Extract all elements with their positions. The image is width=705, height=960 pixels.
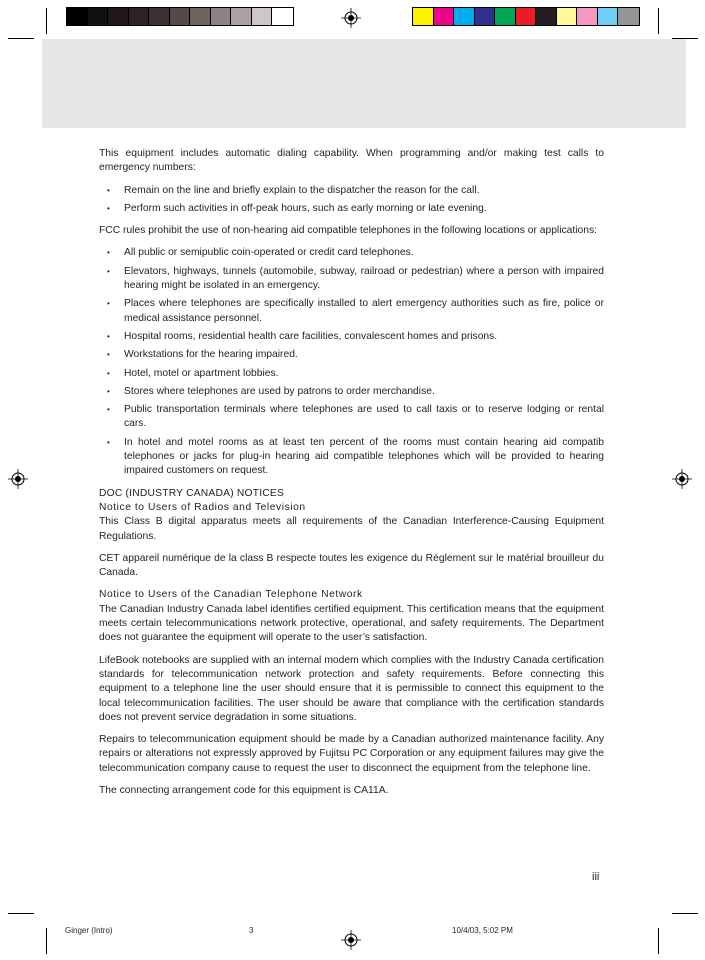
registration-mark-icon [341,8,361,28]
header-band [42,39,686,128]
color-swatch [434,8,455,25]
list-item: • Remain on the line and briefly explain to the dispatcher the reason for the call. [99,184,604,198]
color-swatch [413,8,434,25]
color-swatch [516,8,537,25]
list-item: • Workstations for the hearing impaired. [99,348,604,362]
list-item: • Hotel, motel or apartment lobbies. [99,367,604,381]
emergency-list [99,184,604,217]
slug-timestamp: 10/4/03, 5:02 PM [452,926,513,935]
color-swatch [108,8,129,25]
color-swatch [536,8,557,25]
page-body [99,147,604,806]
crop-mark [46,8,47,34]
color-swatch [67,8,88,25]
registration-mark-icon [341,930,361,950]
color-swatch [129,8,150,25]
label-paragraph: The Canadian Industry Canada label identifies certified equipment. This certification means that the equipment meets certain telecommunications network protective, operational, and safety requirements. The Department does not guarantee the equipment will operate to the user’s satisfaction. [99,603,604,644]
list-item: • Perform such activities in off-peak hours, such as early morning or late evening. [99,202,604,216]
fcc-paragraph: FCC rules prohibit the use of non-hearing aid compatible telephones in the following locations or applications: [99,225,597,237]
crop-mark [658,8,659,34]
lifebook-paragraph: LifeBook notebooks are supplied with an internal modem which complies with the Industry Canada certification standards for telecommunication network protection and safety requirements. Before connecting this equipment to a telephone line the user should ensure that it is permissible to connect this equipment to the local telecommunication facilities. The user should be aware that compliance with the certification standards does not prevent service degradation in some situations. [99,654,604,723]
location-list [99,246,604,478]
list-item: • In hotel and motel rooms as at least ten percent of the rooms must contain hearing aid compatib telephones or jacks for plug-in hearing aid compatible telephones which will be provided to hearing impaired customers on request. [99,436,604,479]
color-swatch [454,8,475,25]
color-swatch [211,8,232,25]
slug-page: 3 [249,926,254,935]
color-swatch [170,8,191,25]
crop-mark [46,928,47,954]
registration-mark-icon [672,469,692,489]
color-swatch [557,8,578,25]
crop-mark [8,38,34,39]
color-swatch [149,8,170,25]
crop-mark [8,913,34,914]
list-item: • Elevators, highways, tunnels (automobile, subway, railroad or pedestrian) where a person with impaired hearing might be isolated in an emergency. [99,265,604,294]
list-item: • Stores where telephones are used by patrons to order merchandise. [99,385,604,399]
color-swatch [618,8,639,25]
list-item: • Hospital rooms, residential health care facilities, convalescent homes and prisons. [99,330,604,344]
crop-mark [672,913,698,914]
color-swatch [88,8,109,25]
color-swatch [252,8,273,25]
color-swatch [272,8,293,25]
color-swatch [495,8,516,25]
color-swatch [577,8,598,25]
repairs-paragraph: Repairs to telecommunication equipment should be made by a Canadian authorized maintenance facility. Any repairs or alterations not expressly approved by Fujitsu PC Corporation or any equipment failures may give the telecommunication company cause to request the user to disconnect the equipment from the telephone line. [99,734,604,774]
page-number: iii [592,871,600,883]
list-item: • Public transportation terminals where telephones are used to call taxis or to reserve lodging or rental cars. [99,403,604,432]
intro-paragraph: This equipment includes automatic dialing capability. When programming and/or making test calls to emergency numbers: [99,148,604,174]
french-paragraph: CET appareil numérique de la class B respecte toutes les exigence du Réglement sur le matérial brouilleur du Canada. [99,552,604,579]
registration-mark-icon [8,469,28,489]
color-swatch [231,8,252,25]
crop-mark [658,928,659,954]
list-item: • Places where telephones are specifically installed to alert emergency authorities such as fire, police or medical assistance personnel. [99,297,604,326]
grayscale-swatch-bar [66,7,294,26]
list-item: • All public or semipublic coin-operated or credit card telephones. [99,246,604,260]
code-paragraph: The connecting arrangement code for this equipment is CA11A. [99,784,389,796]
slug-file: Ginger (Intro) [65,926,113,935]
radio-subheading: Notice to Users of Radios and Television [99,501,306,513]
telephone-subheading: Notice to Users of the Canadian Telephone Network [99,589,363,601]
color-swatch [190,8,211,25]
class-b-paragraph: This Class B digital apparatus meets all requirements of the Canadian Interference-Causing Equipment Regulations. [99,516,604,542]
color-swatch-bar [412,7,640,26]
color-swatch [598,8,619,25]
color-swatch [475,8,496,25]
doc-heading: DOC (INDUSTRY CANADA) NOTICES [99,487,285,499]
